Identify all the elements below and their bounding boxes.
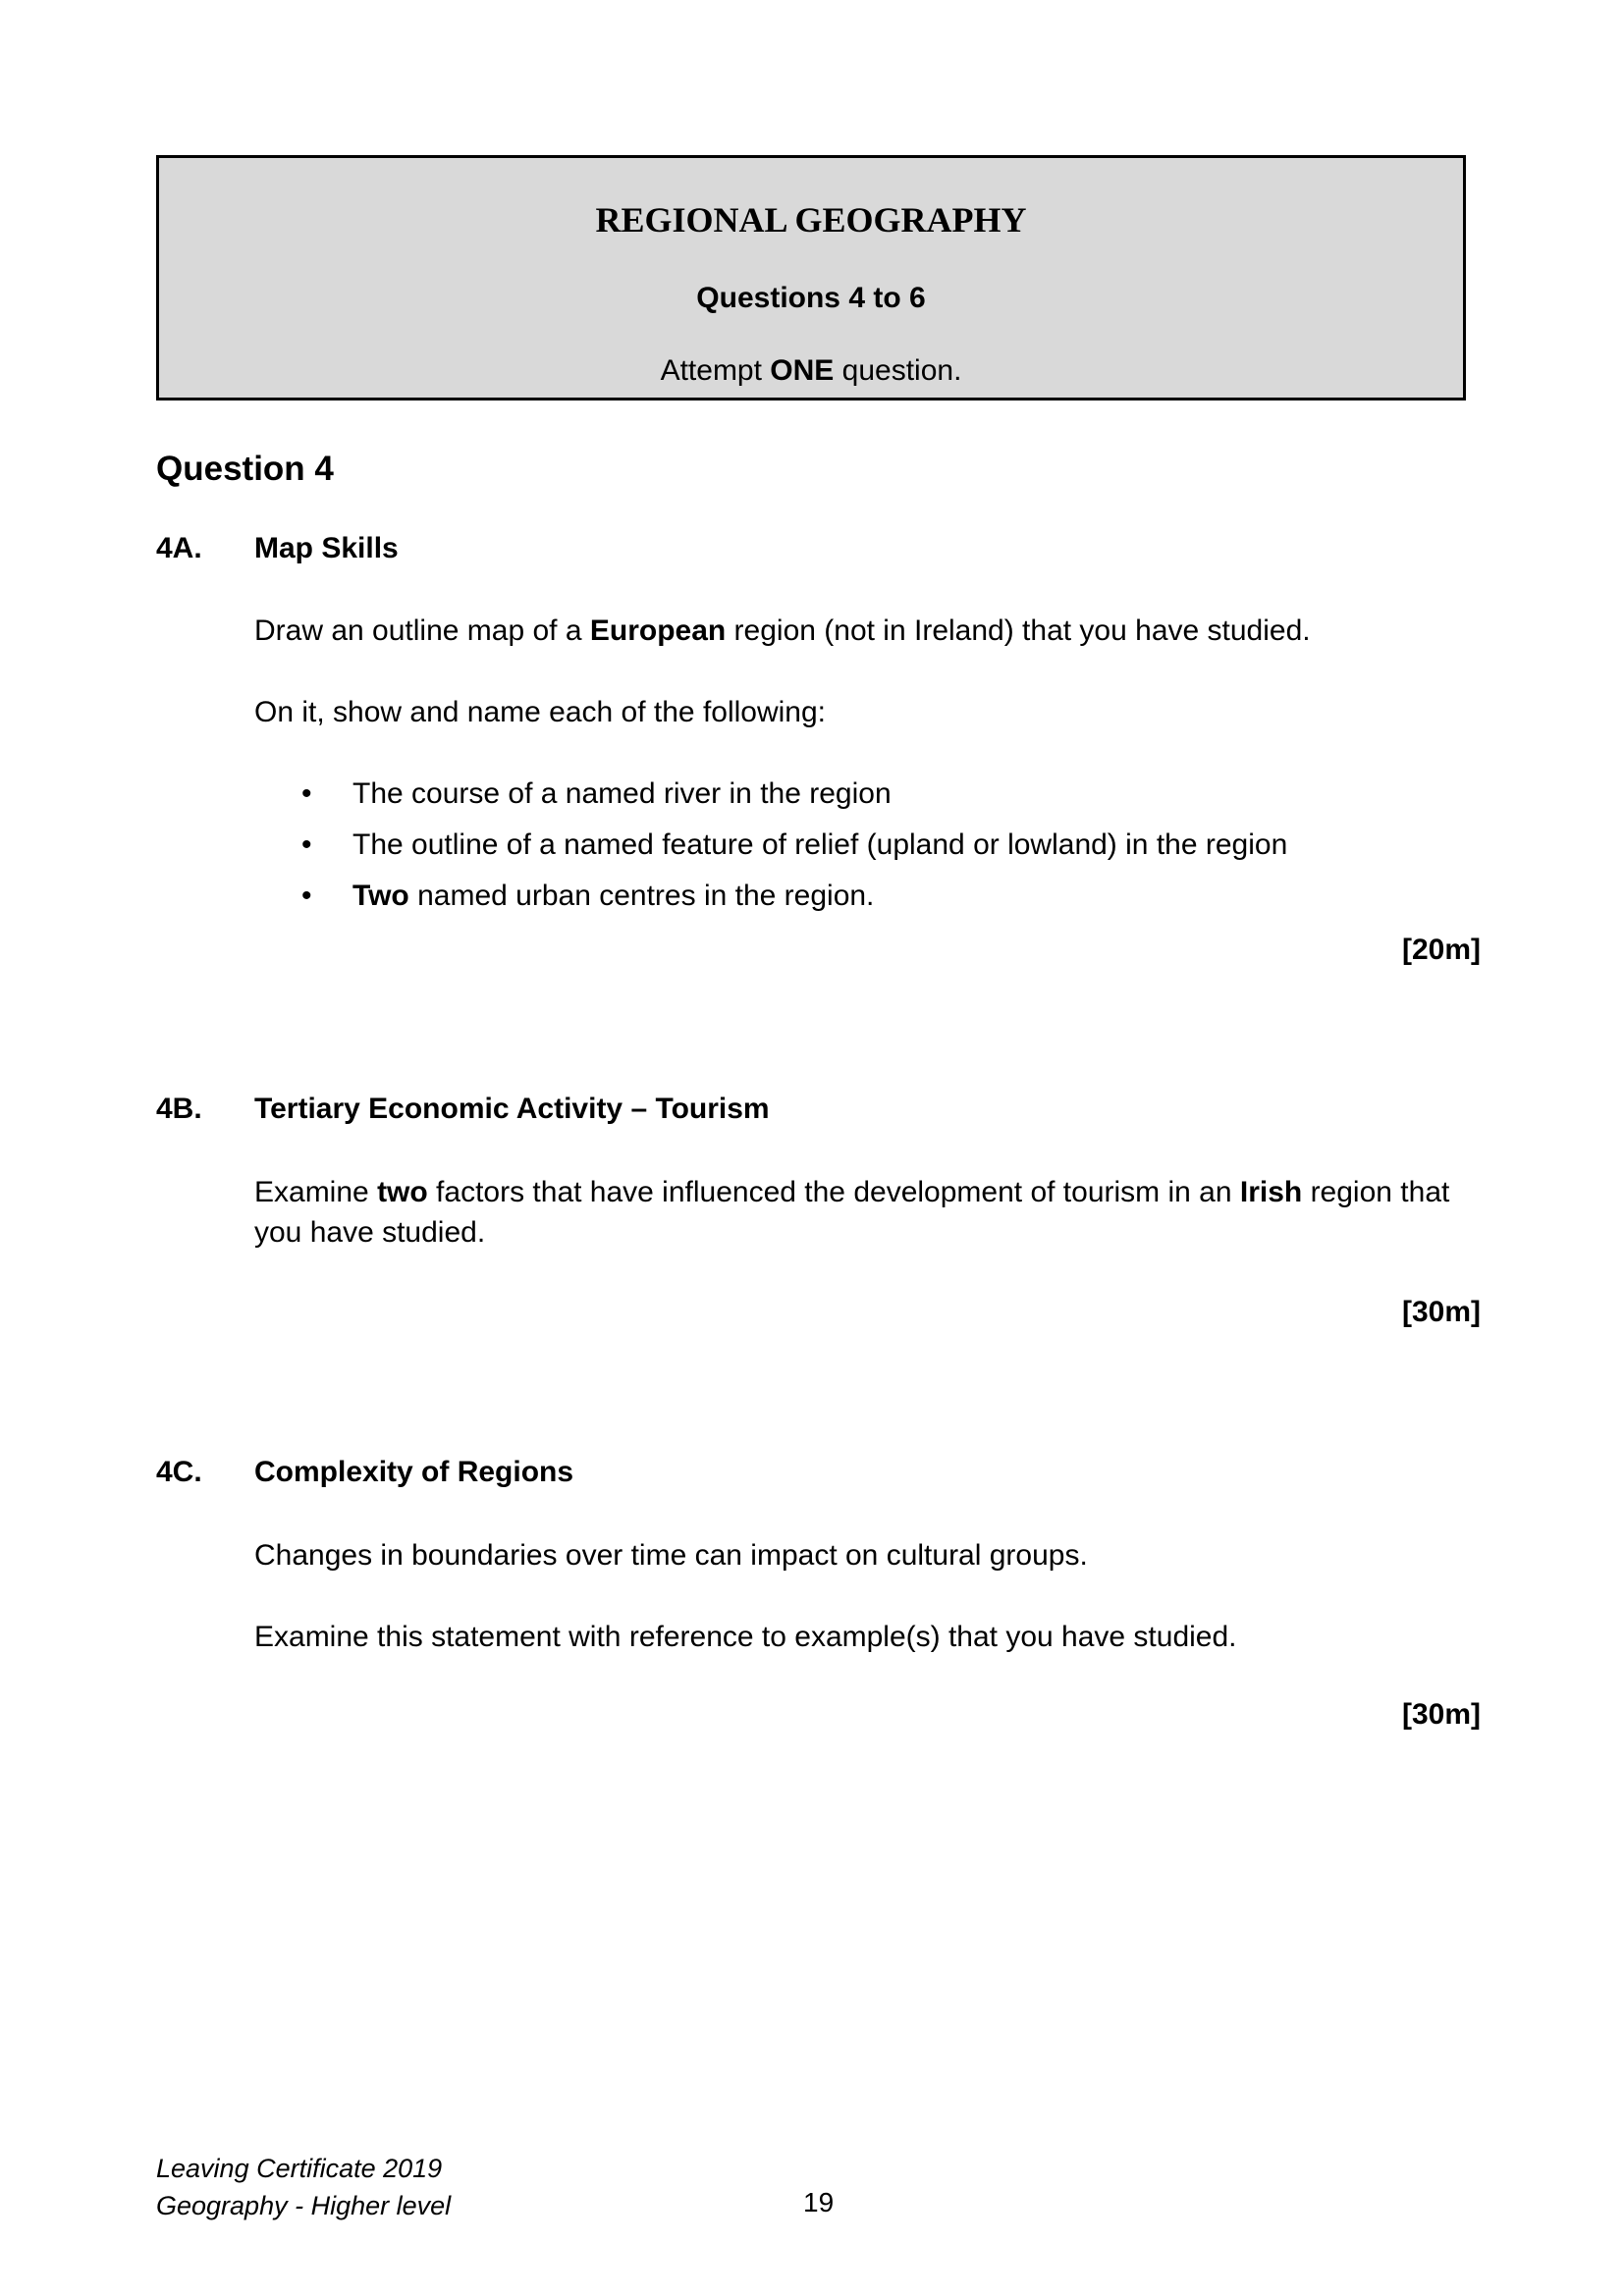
part-4b-marks: [30m]	[1401, 1296, 1481, 1328]
footer-line-1: Leaving Certificate 2019	[156, 2154, 443, 2183]
part-4c-paragraph-2: Examine this statement with reference to example(s) that you have studied.	[254, 1621, 1237, 1653]
part-4b-number: 4B.	[156, 1093, 202, 1125]
list-item: • The outline of a named feature of relief (upland or lowland) in the region	[254, 825, 1287, 876]
list-item: • The course of a named river in the region	[254, 774, 1287, 825]
part-4a-paragraph-1: Draw an outline map of a European region (not in Ireland) that you have studied.	[254, 614, 1311, 647]
part-4a-marks: [20m]	[1401, 934, 1481, 966]
list-item: • Two named urban centres in the region.	[254, 876, 1287, 927]
bullet-icon: •	[301, 880, 312, 912]
part-4c-title: Complexity of Regions	[254, 1456, 574, 1488]
part-4c-marks: [30m]	[1401, 1698, 1481, 1731]
section-title: REGIONAL GEOGRAPHY	[595, 200, 1027, 240]
question-title: Question 4	[156, 450, 334, 488]
part-4a-paragraph-2: On it, show and name each of the following:	[254, 696, 827, 728]
part-4c-paragraph-1: Changes in boundaries over time can impact on cultural groups.	[254, 1539, 1088, 1572]
section-instruction: Attempt ONE question.	[660, 354, 962, 387]
bullet-icon: •	[301, 828, 312, 861]
part-4b-title: Tertiary Economic Activity – Tourism	[254, 1093, 770, 1125]
part-4a-number: 4A.	[156, 532, 202, 564]
part-4a-bullet-list	[254, 774, 1287, 927]
bullet-icon: •	[301, 777, 312, 810]
footer-line-2: Geography - Higher level	[156, 2191, 452, 2220]
part-4c-number: 4C.	[156, 1456, 202, 1488]
part-4b-paragraph-1: Examine two factors that have influenced the development of tourism in an Irish region that you have studied.	[254, 1176, 1450, 1249]
page-number: 19	[803, 2187, 835, 2217]
section-header-box	[156, 155, 1466, 400]
section-subtitle: Questions 4 to 6	[696, 282, 926, 314]
footer-course-info	[156, 2150, 451, 2224]
part-4a-title: Map Skills	[254, 532, 399, 564]
